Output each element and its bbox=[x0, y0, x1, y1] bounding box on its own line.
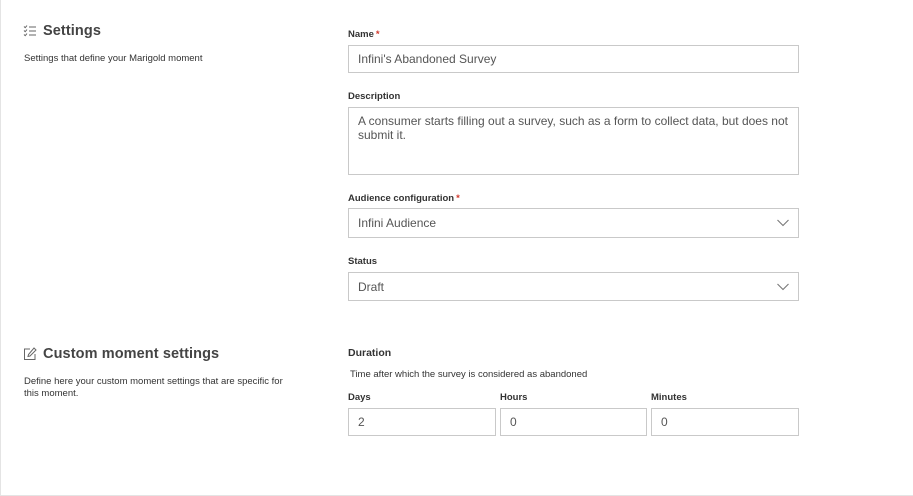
days-label: Days bbox=[348, 392, 371, 403]
checklist-icon bbox=[23, 24, 37, 38]
required-mark: * bbox=[456, 193, 460, 204]
description-label: Description bbox=[348, 91, 401, 102]
custom-settings-title: Custom moment settings bbox=[43, 346, 220, 362]
name-input[interactable] bbox=[348, 45, 799, 73]
hours-input[interactable] bbox=[500, 408, 647, 436]
days-input[interactable] bbox=[348, 408, 496, 436]
settings-header bbox=[23, 23, 101, 39]
audience-label: Audience configuration * bbox=[348, 193, 460, 204]
name-label: Name * bbox=[348, 29, 380, 40]
audience-select[interactable] bbox=[348, 208, 799, 238]
hours-label: Hours bbox=[500, 392, 528, 403]
days-input-value: 2 bbox=[358, 415, 365, 429]
name-input-value: Infini's Abandoned Survey bbox=[358, 52, 497, 66]
minutes-label: Minutes bbox=[651, 392, 687, 403]
chevron-down-icon bbox=[777, 283, 789, 291]
required-mark: * bbox=[375, 29, 380, 40]
minutes-input-value: 0 bbox=[661, 415, 668, 429]
minutes-input[interactable] bbox=[651, 408, 799, 436]
audience-select-value: Infini Audience bbox=[358, 216, 437, 230]
settings-description: Settings that define your Marigold moment bbox=[24, 53, 203, 64]
description-textarea[interactable] bbox=[348, 107, 799, 175]
hours-input-value: 0 bbox=[510, 415, 517, 429]
description-textarea-value: A consumer starts filling out a survey, such as a form to collect data, but does not submit it. bbox=[358, 114, 788, 142]
duration-title: Duration bbox=[348, 347, 392, 359]
status-select-value: Draft bbox=[358, 279, 385, 294]
custom-settings-header bbox=[23, 346, 219, 362]
chevron-down-icon bbox=[777, 219, 789, 227]
custom-settings-description: Define here your custom moment settings that are specific for this moment. bbox=[24, 376, 283, 399]
settings-title: Settings bbox=[43, 23, 101, 39]
status-select[interactable] bbox=[348, 272, 799, 301]
edit-icon bbox=[23, 347, 37, 361]
duration-subtitle: Time after which the survey is considered as abandoned bbox=[350, 369, 588, 380]
status-label: Status bbox=[348, 256, 378, 267]
